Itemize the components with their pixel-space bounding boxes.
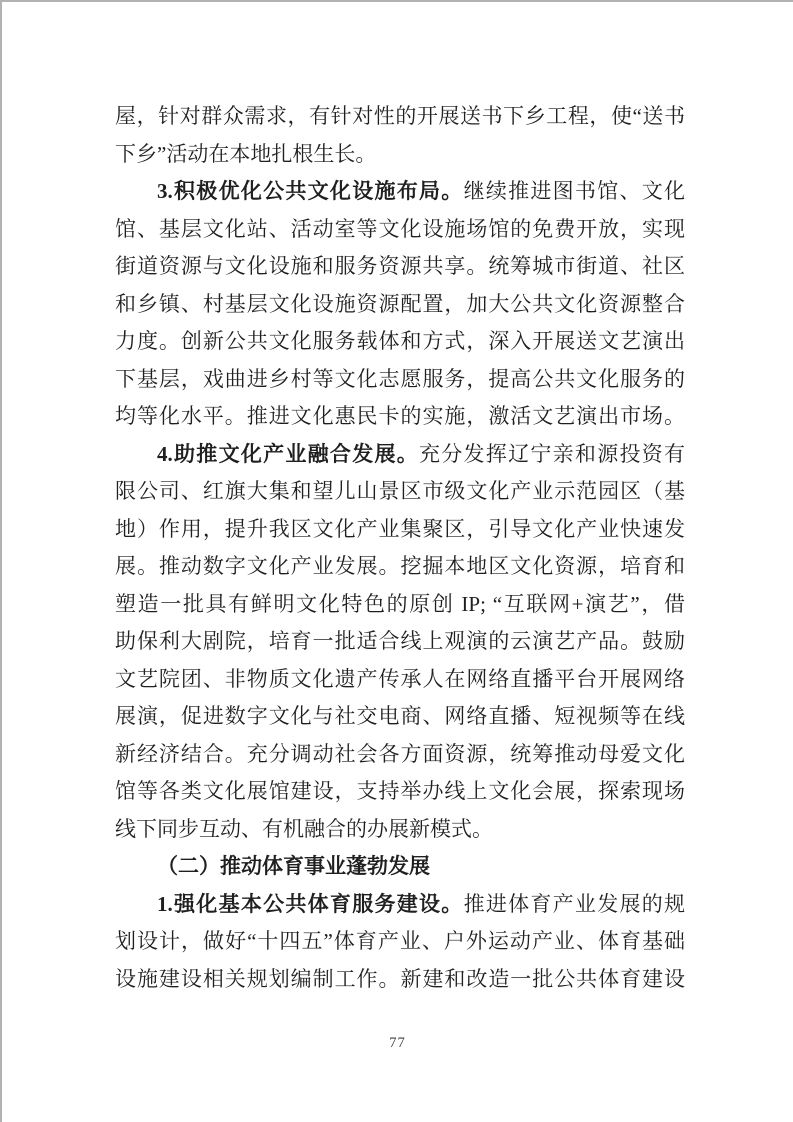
text-body [115,98,685,998]
text-line [115,961,685,999]
text-run: 街道资源与文化设施和服务资源共享。统筹城市街道、社区 [115,254,685,278]
text-line [115,923,685,961]
text-run: 力度。创新公共文化服务载体和方式，深入开展送文艺演出 [115,329,685,353]
text-line [115,436,685,474]
text-line [115,886,685,924]
text-run: 下乡”活动在本地扎根生长。 [115,141,377,166]
text-line [115,136,685,174]
text-run: 新经济结合。充分调动社会各方面资源，统筹推动母爱文化 [115,741,685,766]
text-line [115,286,685,324]
page-number: 77 [389,1035,406,1051]
text-run: 展演，促进数字文化与社交电商、网络直播、短视频等在线 [115,704,685,728]
text-run: 塑造一批具有鲜明文化特色的原创 IP; “互联网+演艺”，借 [115,591,685,616]
text-run: 充分发挥辽宁亲和源投资有 [419,441,685,466]
text-run: 线下同步互动、有机融合的办展新模式。 [115,816,493,841]
text-line [115,548,685,586]
bold-text-run: 1.强化基本公共体育服务建设。 [157,891,464,916]
text-line [115,736,685,774]
text-line [115,98,685,136]
text-line [115,811,685,849]
text-run: 划设计，做好“十四五”体育产业、户外运动产业、体育基础 [115,929,685,953]
text-line [115,398,685,436]
text-line [115,248,685,286]
bold-text-run: （二）推动体育事业蓬勃发展 [157,854,430,878]
text-run: 地）作用，提升我区文化产业集聚区，引导文化产业快速发 [115,516,685,541]
text-line [115,211,685,249]
text-run: 馆等各类文化展馆建设，支持举办线上文化会展，探索现场 [115,779,685,803]
text-run: 馆、基层文化站、活动室等文化设施场馆的免费开放，实现 [115,216,685,241]
text-run: 助保利大剧院，培育一批适合线上观演的云演艺产品。鼓励 [115,629,685,653]
text-line [115,511,685,549]
text-line [115,773,685,811]
text-line [115,698,685,736]
text-line [115,473,685,511]
text-run: 限公司、红旗大集和望儿山景区市级文化产业示范园区（基 [115,479,685,503]
bold-text-run: 4.助推文化产业融合发展。 [157,441,420,466]
text-run: 继续推进图书馆、文化 [463,179,685,203]
bold-text-run: 3.积极优化公共文化设施布局。 [157,179,464,203]
text-line [115,586,685,624]
text-run: 推进体育产业发展的规 [463,891,685,916]
text-line [115,323,685,361]
text-run: 下基层，戏曲进乡村等文化志愿服务，提高公共文化服务的 [115,366,685,391]
text-line [115,623,685,661]
text-run: 设施建设相关规划编制工作。新建和改造一批公共体育建设 [115,966,685,991]
text-run: 展。推动数字文化产业发展。挖掘本地区文化资源，培育和 [115,554,685,578]
text-run: 文艺院团、非物质文化遗产传承人在网络直播平台开展网络 [115,666,685,691]
text-run: 屋，针对群众需求，有针对性的开展送书下乡工程，使“送书 [115,104,685,128]
text-run: 均等化水平。推进文化惠民卡的实施，激活文艺演出市场。 [115,404,685,428]
text-run: 和乡镇、村基层文化设施资源配置，加大公共文化资源整合 [115,291,685,316]
text-line [115,173,685,211]
text-line [115,661,685,699]
text-line [115,848,685,886]
text-line [115,361,685,399]
